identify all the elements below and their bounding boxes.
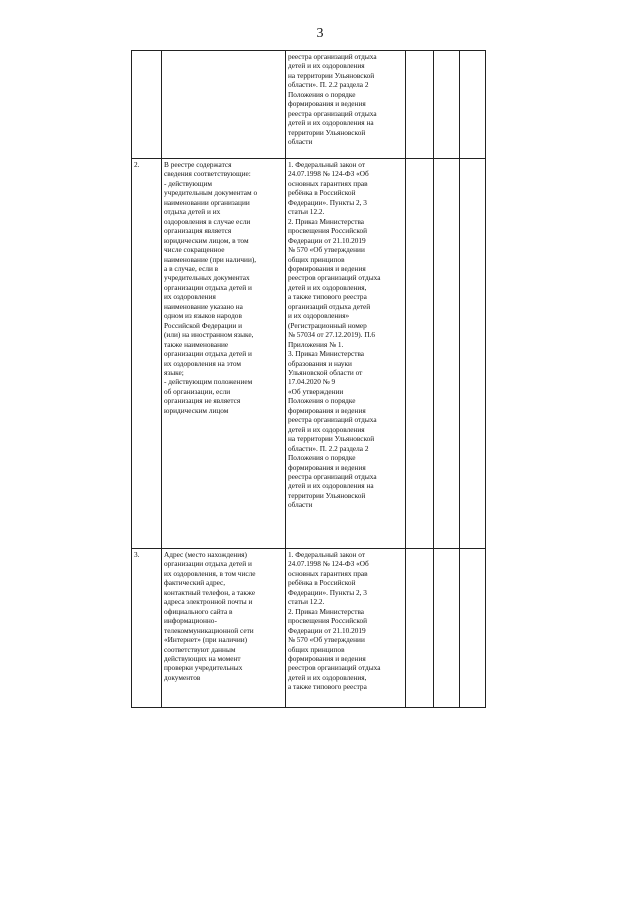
answer-no-cell — [434, 51, 460, 159]
text-line: юридическим лицом — [164, 405, 229, 415]
text-line: Федерации от 21.10.2019 — [288, 625, 366, 635]
text-line: контактный телефон, а также — [164, 587, 256, 597]
text-line: адреса электронной почты и — [164, 597, 253, 607]
text-line: документов — [164, 672, 201, 682]
text-line: области». П. 2.2 раздела 2 — [288, 443, 369, 453]
answer-yes-cell — [406, 51, 434, 159]
answer-no-cell — [434, 159, 460, 549]
text-line: реестра организаций отдыха — [288, 415, 377, 425]
text-line: организаций отдыха детей — [288, 301, 371, 311]
text-line: «Об утверждении — [288, 386, 344, 396]
text-line: Федерации». Пункты 2, 3 — [288, 587, 367, 597]
text-line: Адрес (место нахождения) — [164, 550, 247, 559]
page-number: 3 — [316, 26, 324, 41]
text-line: а также типового реестра — [288, 682, 367, 692]
text-line: наименовании организации — [164, 197, 250, 207]
text-line: 1. Федеральный закон от — [288, 550, 366, 559]
text-line: детей и их оздоровления, — [288, 672, 367, 682]
text-line: области». П. 2.2 раздела 2 — [288, 80, 369, 90]
text-line: реестров организаций отдыха — [288, 663, 381, 673]
text-line: 24.07.1998 № 124-ФЗ «Об — [288, 169, 369, 179]
text-line: формирования и ведения — [288, 263, 366, 273]
text-line: на территории Ульяновской — [288, 70, 375, 80]
text-line: соответствуют данным — [164, 644, 236, 654]
text-line: ребёнка в Российской — [288, 188, 356, 198]
text-line: - действующим — [164, 178, 212, 188]
text-line: формирования и ведения — [288, 99, 366, 109]
text-line: и их оздоровления» — [288, 311, 350, 321]
text-line: на территории Ульяновской — [288, 434, 375, 444]
text-line: Федерации». Пункты 2, 3 — [288, 197, 367, 207]
text-line: реестра организаций отдыха — [288, 108, 377, 118]
text-line: области — [288, 500, 313, 510]
text-line: одном из языков народов — [164, 311, 242, 321]
text-line: детей и их оздоровления — [288, 61, 365, 71]
text-line: Российской Федерации и — [164, 320, 242, 330]
table-row — [132, 51, 486, 159]
text-line: Положения о порядке — [288, 89, 356, 99]
text-line: 3. Приказ Министерства — [288, 349, 365, 359]
text-line: - действующим положением — [164, 377, 253, 387]
text-line: общих принципов — [288, 644, 345, 654]
text-line: области — [288, 137, 313, 147]
text-line: об организации, если — [164, 386, 231, 396]
text-line: № 57034 от 27.12.2019). П.6 — [288, 330, 376, 340]
text-line: а также типового реестра — [288, 292, 367, 302]
row-number-cell: 3. — [132, 549, 162, 708]
text-line: организация не является — [164, 396, 241, 406]
text-line: общих принципов — [288, 254, 345, 264]
legal-basis-cell — [286, 51, 406, 159]
text-line: статьи 12.2. — [288, 597, 325, 607]
text-line: учредительных документах — [164, 273, 250, 283]
text-line: образования и науки — [288, 358, 352, 368]
text-line: (Регистрационный номер — [288, 320, 367, 330]
text-line: официального сайта в — [164, 606, 233, 616]
text-line: просвещения Российской — [288, 616, 368, 626]
text-line: языке; — [164, 367, 184, 377]
text-line: оздоровления в случае если — [164, 216, 251, 226]
text-line: а в случае, если в — [164, 263, 219, 273]
text-line: их оздоровления на этом — [164, 358, 241, 368]
row-number-cell — [132, 51, 162, 159]
text-line: их оздоровления — [164, 292, 216, 302]
text-line: формирования и ведения — [288, 462, 366, 472]
text-line: территории Ульяновской — [288, 490, 366, 500]
text-line: 17.04.2020 № 9 — [288, 377, 336, 387]
requirements-table — [131, 50, 486, 708]
text-line: Федерации от 21.10.2019 — [288, 235, 366, 245]
text-line: (или) на иностранном языке, — [164, 330, 254, 340]
text-line: Положения о порядке — [288, 396, 356, 406]
answer-na-cell — [460, 549, 486, 708]
text-line: В реестре содержатся — [164, 160, 232, 169]
text-line: организации отдыха детей и — [164, 282, 252, 292]
text-line: № 570 «Об утверждении — [288, 635, 365, 645]
text-line: числе сокращенное — [164, 245, 225, 255]
text-line: Ульяновской области от — [288, 367, 363, 377]
text-line: наименование указано на — [164, 301, 243, 311]
legal-basis-cell — [286, 549, 406, 708]
legal-basis-cell — [286, 159, 406, 549]
answer-no-cell — [434, 549, 460, 708]
answer-yes-cell — [406, 549, 434, 708]
text-line: ребёнка в Российской — [288, 578, 356, 588]
table-row — [132, 549, 486, 708]
text-line: «Интернет» (при наличии) — [164, 635, 248, 645]
row-number-cell: 2. — [132, 159, 162, 549]
table-row — [132, 159, 486, 549]
answer-yes-cell — [406, 159, 434, 549]
text-line: реестра организаций отдыха — [288, 471, 377, 481]
text-line: статьи 12.2. — [288, 207, 325, 217]
text-line: детей и их оздоровления, — [288, 282, 367, 292]
text-line: 2. Приказ Министерства — [288, 606, 365, 616]
text-line: телекоммуникационной сети — [164, 625, 254, 635]
text-line: организация является — [164, 226, 232, 236]
text-line: территории Ульяновской — [288, 127, 366, 137]
text-line: фактический адрес, — [164, 578, 226, 588]
text-line: также наименование — [164, 339, 229, 349]
text-line: их оздоровления, в том числе — [164, 568, 256, 578]
text-line: действующих на момент — [164, 653, 241, 663]
text-line: основных гарантиях прав — [288, 568, 368, 578]
text-line: просвещения Российской — [288, 226, 368, 236]
text-line: юридическим лицом, в том — [164, 235, 249, 245]
answer-na-cell — [460, 51, 486, 159]
text-line: формирования и ведения — [288, 405, 366, 415]
requirement-cell — [162, 159, 286, 549]
text-line: детей и их оздоровления на — [288, 481, 374, 491]
text-line: № 570 «Об утверждении — [288, 245, 365, 255]
requirement-cell — [162, 51, 286, 159]
text-line: 2. Приказ Министерства — [288, 216, 365, 226]
text-line: учредительным документам о — [164, 188, 258, 198]
text-line: отдыха детей и их — [164, 207, 221, 217]
text-line: 1. Федеральный закон от — [288, 160, 366, 169]
text-line: реестра организаций отдыха — [288, 52, 377, 61]
text-line: наименование (при наличии), — [164, 254, 257, 264]
text-line: формирования и ведения — [288, 653, 366, 663]
answer-na-cell — [460, 159, 486, 549]
text-line: проверки учредительных — [164, 663, 243, 673]
text-line: сведения соответствующие: — [164, 169, 251, 179]
text-line: 24.07.1998 № 124-ФЗ «Об — [288, 559, 369, 569]
requirement-cell — [162, 549, 286, 708]
text-line: организации отдыха детей и — [164, 559, 252, 569]
text-line: информационно- — [164, 616, 217, 626]
text-line: Положения о порядке — [288, 453, 356, 463]
text-line: детей и их оздоровления — [288, 424, 365, 434]
text-line: реестров организаций отдыха — [288, 273, 381, 283]
text-line: Приложения № 1. — [288, 339, 344, 349]
text-line: организации отдыха детей и — [164, 349, 252, 359]
text-line: детей и их оздоровления на — [288, 118, 374, 128]
text-line: основных гарантиях прав — [288, 178, 368, 188]
